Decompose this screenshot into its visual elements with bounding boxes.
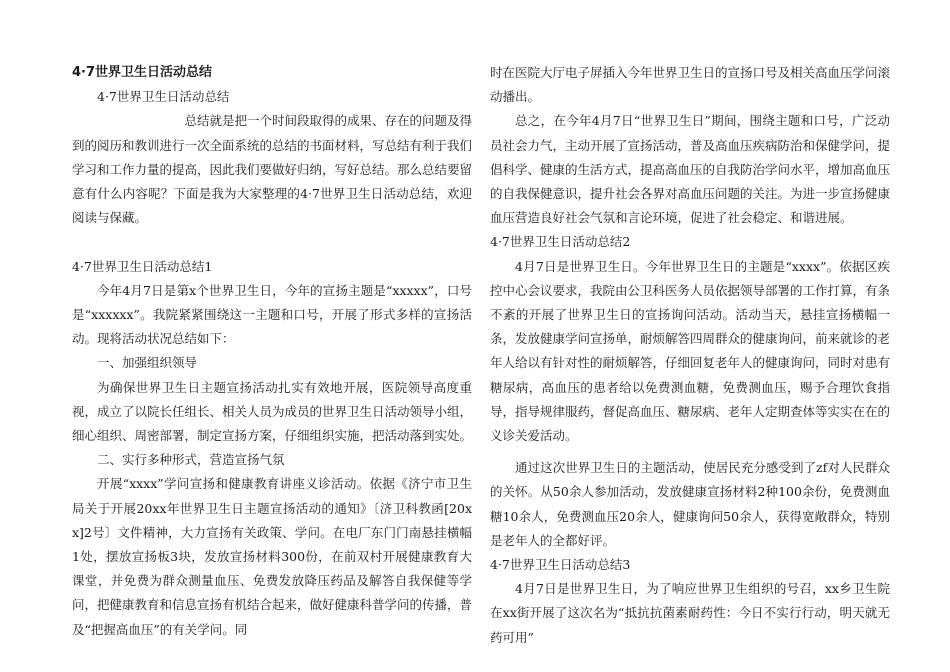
section-1-paragraph-1: 今年4月7日是第x个世界卫生日，今年的宣扬主题是“xxxxx”，口号是“xxxxxx”。我院紧紧围绕这一主题和口号，开展了形式多样的宣扬活动。现将活动状况总结如下： (72, 282, 472, 347)
intro-paragraph: 总结就是把一个时间段取得的成果、存在的问题及得到的阅历和教训进行一次全面系统的总结的书面材料，写总结有利于我们学习和工作力量的提高，因此我们要做好归纳，写好总结。那么总结要留意有什么内容呢？下面是我为大家整理的4·7世界卫生日活动总结，欢迎阅读与保藏。 (72, 113, 473, 226)
continued-paragraph: 时在医院大厅电子屏插入今年世界卫生日的宣扬口号及相关高血压学问滚动播出。 (490, 65, 891, 105)
section-1-title: 4·7世界卫生日活动总结1 (72, 258, 213, 274)
summary-paragraph: 总之，在今年4月7日“世界卫生日”期间，围绕主题和口号，广泛动员社会力气，主动开展了宣扬活动，普及高血压疾病防治和保健学问，提倡科学、健康的生活方式，提高高血压的自我防治学问水平，增加高血压的自我保健意识，提升社会各界对高血压问题的关注。为进一步宣扬健康血压营造良好社会气氛和言论环境，促进了社会稳定、和谐进展。 (490, 113, 891, 226)
section-1-heading-1: 一、加强组织领导 (97, 355, 198, 371)
right-column (490, 61, 890, 650)
section-3-title: 4·7世界卫生日活动总结3 (490, 557, 631, 573)
section-2-title: 4·7世界卫生日活动总结2 (490, 234, 631, 250)
section-1-heading-2: 二、实行多种形式，营造宣扬气氛 (97, 452, 285, 468)
spacer (490, 448, 890, 456)
spacer (72, 230, 472, 254)
section-1-paragraph-3: 开展“xxxx”学问宣扬和健康教育讲座义诊活动。依据《济宁市卫生局关于开展20xx年世界卫生日主题宣扬活动的通知》〔济卫科教函[20xx]2号〕文件精神，大力宣扬有关政策、学问。在电厂东门门南悬挂横幅1处，摆放宣扬板3块，发放宣扬材料300份，在前双村开展健康教育大课堂，并免费为群众测量血压、免费发放降压药品及解答自我保健等学问，把健康教育和信息宣扬有机结合起来，做好健康科普学问的传播，普及“把握高血压”的有关学问。同 (72, 476, 473, 637)
document-subtitle: 4·7世界卫生日活动总结 (97, 89, 230, 105)
section-2-paragraph-1: 4月7日是世界卫生日。今年世界卫生日的主题是“xxxx”。依据区疾控中心会议要求，我院由公卫科医务人员依据领导部署的工作打算，有条不紊的开展了世界卫生日的宣扬询问活动。活动当天，悬挂宣扬横幅一条，发放健康学问宣扬单，耐烦解答四周群众的健康询问，前来就诊的老年人给以有针对性的耐烦解答，仔细回复老年人的健康询问，同时对患有糖尿病，高血压的患者给以免费测血糖，免费测血压，赐予合理饮食指导，指导规律服药，督促高血压、糖尿病、老年人定期查体等实实在在的义诊关爱活动。 (490, 258, 891, 444)
left-column (72, 61, 472, 642)
section-2-paragraph-2: 通过这次世界卫生日的主题活动，使居民充分感受到了zf对人民群众的关怀。从50余人参加活动，发放健康宣扬材料2种100余份，免费测血糖10余人，免费测血压20余人，健康询问50余人，获得宽敞群众，特别是老年人的全都好评。 (490, 460, 890, 548)
document-title: 4·7世界卫生日活动总结 (72, 65, 213, 80)
section-1-paragraph-2: 为确保世界卫生日主题宣扬活动扎实有效地开展，医院领导高度重视，成立了以院长任组长、相关人员为成员的世界卫生日活动领导小组，细心组织、周密部署，制定宣扬方案，仔细组织实施，把活动落到实处。 (72, 379, 473, 444)
section-3-paragraph-1: 4月7日是世界卫生日，为了响应世界卫生组织的号召，xx乡卫生院在xx街开展了这次名为“抵抗抗菌素耐药性：今日不实行行动，明天就无药可用” (490, 581, 890, 645)
